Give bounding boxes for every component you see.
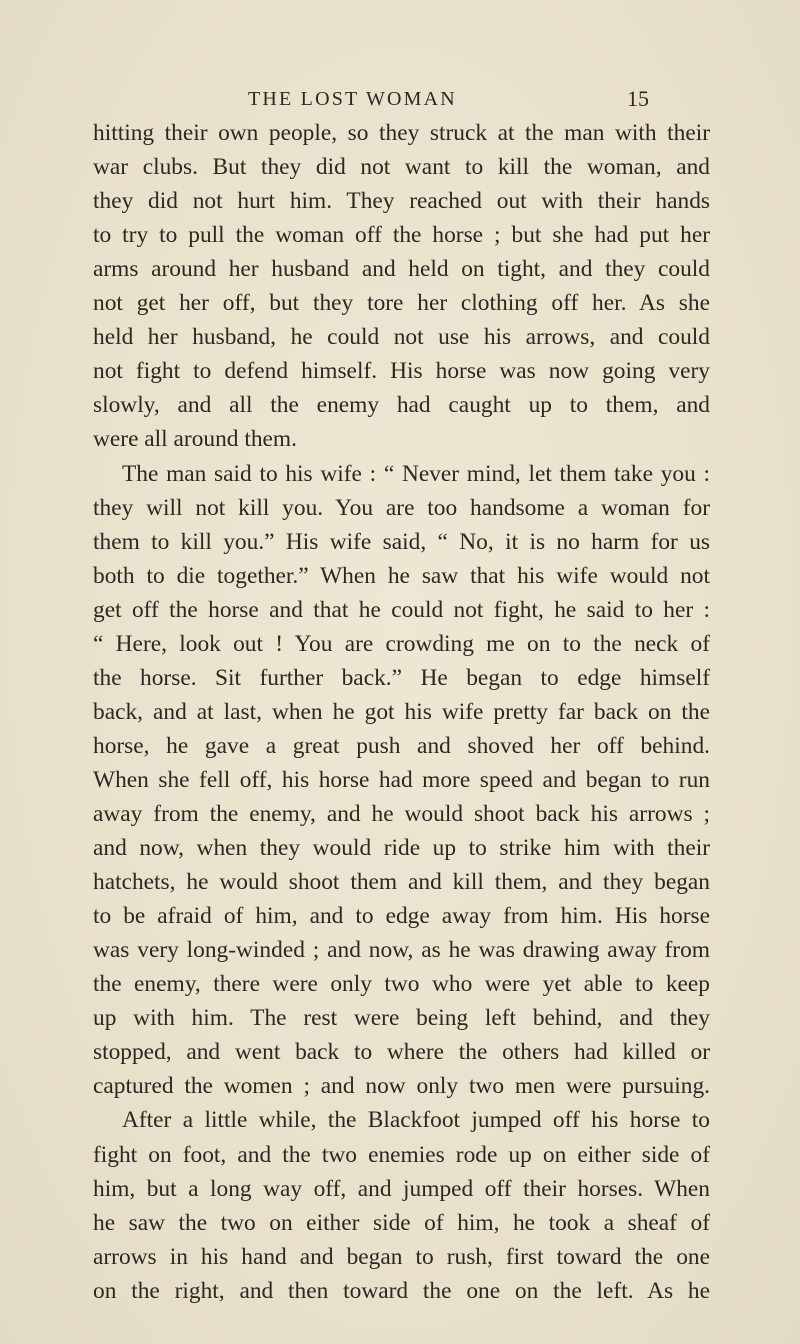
text-line: the horse. Sit further back.” He began to edge himself <box>93 664 710 691</box>
text-line: arrows in his hand and began to rush, first toward the one <box>93 1243 710 1270</box>
text-line: were all around them. <box>93 426 297 453</box>
text-line: get off the horse and that he could not fight, he said to her : <box>93 596 710 623</box>
text-line: back, and at last, when he got his wife pretty far back on the <box>93 698 710 725</box>
running-header <box>0 84 800 114</box>
text-line: hatchets, he would shoot them and kill them, and they began <box>93 869 710 896</box>
text-line: hitting their own people, so they struck at the man with their <box>93 120 710 146</box>
text-line: him, but a long way off, and jumped off their horses. When <box>93 1175 710 1202</box>
text-line: the enemy, there were only two who were yet able to keep <box>93 971 710 998</box>
text-line: arms around her husband and held on tight, and they could <box>93 256 710 283</box>
text-line: not fight to defend himself. His horse was now going very <box>93 358 710 385</box>
text-line: on the right, and then toward the one on the left. As he <box>93 1277 710 1304</box>
text-line: was very long-winded ; and now, as he was drawing away from <box>93 937 710 964</box>
text-line: captured the women ; and now only two men were pursuing. <box>93 1073 710 1100</box>
text-line: The man said to his wife : “ Never mind, let them take you : <box>122 460 710 487</box>
text-line: and now, when they would ride up to strike him with their <box>93 835 710 862</box>
text-line: After a little while, the Blackfoot jumped off his horse to <box>122 1107 710 1134</box>
text-line: horse, he gave a great push and shoved her off behind. <box>93 732 710 759</box>
text-line: up with him. The rest were being left behind, and they <box>93 1005 710 1032</box>
text-line: held her husband, he could not use his arrows, and could <box>93 324 710 351</box>
text-line: they will not kill you. You are too handsome a woman for <box>93 494 710 521</box>
text-line: they did not hurt him. They reached out with their hands <box>93 188 710 215</box>
text-line: fight on foot, and the two enemies rode up on either side of <box>93 1141 710 1168</box>
text-line: both to die together.” When he saw that his wife would not <box>93 562 710 589</box>
text-line: When she fell off, his horse had more speed and began to run <box>93 766 710 793</box>
text-line: to try to pull the woman off the horse ; but she had put her <box>93 222 710 249</box>
text-line: war clubs. But they did not want to kill the woman, and <box>93 154 710 181</box>
text-line: them to kill you.” His wife said, “ No, it is no harm for us <box>93 528 710 555</box>
text-line: “ Here, look out ! You are crowding me on to the neck of <box>93 630 710 657</box>
text-line: stopped, and went back to where the others had killed or <box>93 1039 710 1066</box>
text-line: to be afraid of him, and to edge away from him. His horse <box>93 903 710 930</box>
page-number: 15 <box>627 86 649 111</box>
text-line: not get her off, but they tore her clothing off her. As she <box>93 290 710 317</box>
text-line: slowly, and all the enemy had caught up to them, and <box>93 392 710 419</box>
text-line: away from the enemy, and he would shoot back his arrows ; <box>93 801 710 827</box>
text-line: he saw the two on either side of him, he took a sheaf of <box>93 1209 710 1236</box>
running-title: THE LOST WOMAN <box>248 88 457 110</box>
